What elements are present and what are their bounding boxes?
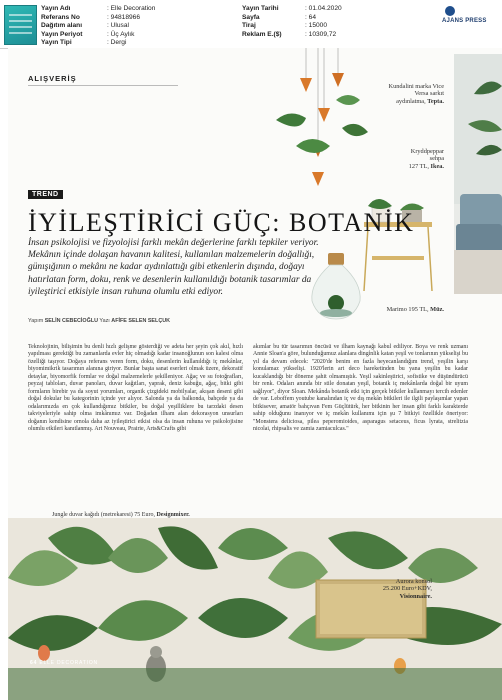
jungle-wallpaper-photo bbox=[8, 518, 502, 700]
stand-brand: Ikea. bbox=[430, 162, 444, 170]
meta-label: Tiraj bbox=[242, 22, 256, 29]
section-label: ALIŞVERİŞ bbox=[28, 74, 77, 83]
meta-value: : 15000 bbox=[305, 22, 327, 29]
meta-value: : Dergi bbox=[107, 39, 127, 46]
meta-value: : Üç Aylık bbox=[107, 30, 135, 38]
magazine-page bbox=[8, 48, 502, 700]
section-divider bbox=[28, 85, 178, 86]
meta-label: Yayın Tarihi bbox=[242, 5, 279, 12]
meta-label: Reklam E.($) bbox=[242, 30, 282, 38]
console-caption: 25.200 Euro+KDV, bbox=[382, 585, 432, 593]
jungle-caption-text: Jungle duvar kağıdı (metrekaresi) 75 Euro, bbox=[52, 512, 157, 518]
console-caption: Aurora konsol bbox=[395, 578, 432, 585]
ajans-press-name: AJANS PRESS bbox=[442, 18, 487, 24]
terrarium-caption: Marimo 195 TL, bbox=[386, 306, 431, 313]
meta-label: Sayfa bbox=[242, 13, 260, 21]
stand-caption: Kryddpeppar bbox=[410, 148, 444, 155]
terrarium-brand: Müz. bbox=[430, 306, 444, 313]
magazine-name: ELLE DECORATION bbox=[37, 660, 98, 666]
meta-value: : 64 bbox=[305, 13, 316, 21]
pendant-brand: Tepta. bbox=[427, 97, 444, 105]
stand-caption: sehpa bbox=[429, 155, 444, 163]
article-title: İYİLEŞTİRİCİ GÜÇ: BOTANİK bbox=[28, 208, 415, 237]
room-photo bbox=[454, 54, 502, 294]
meta-value: : Elle Decoration bbox=[107, 5, 156, 12]
meta-label: Yayın Periyot bbox=[41, 30, 83, 38]
clipping-header bbox=[0, 0, 502, 49]
pendant-caption: Kundalini marka Vice bbox=[388, 83, 444, 90]
pendant-caption: aydınlatma, bbox=[396, 97, 428, 105]
article-lead: İnsan psikolojisi ve fizyolojisi farklı mekân değerlerine farklı tepkiler veriyor. Mekânın içinde dolaşan havanın kalitesi, kullanılan malzemelerin doğallığı, günışığının o mekânı ne kadar aydınlattığı gibi etkenlerin dışında, doğayı hatırlatan form, doku, renk ve desenlerin kullanıldığı botanik tasarımlar da iyileştirici etkisiyle insan ruhuna olumlu etki ediyor. bbox=[28, 238, 319, 297]
page-folio bbox=[30, 660, 98, 666]
byline-author: AFİFE SELEN SELÇUK bbox=[111, 318, 170, 324]
meta-label: Dağıtım alanı bbox=[41, 22, 83, 29]
stand-caption: 127 TL, bbox=[408, 162, 431, 170]
jungle-brand: Designmixer. bbox=[156, 512, 190, 518]
trend-tag: TREND bbox=[28, 190, 63, 199]
meta-value: : 94818966 bbox=[107, 13, 141, 21]
byline bbox=[28, 318, 170, 324]
pendant-lamps-photo bbox=[266, 48, 386, 198]
meta-value: : 10309,72 bbox=[305, 30, 337, 38]
page-thumbnail bbox=[4, 5, 37, 45]
ajans-press-logo-icon bbox=[445, 6, 455, 16]
console-brand: Visionnaire. bbox=[399, 592, 432, 600]
meta-label: Yayın Tipi bbox=[41, 39, 72, 46]
meta-value: : 01.04.2020 bbox=[305, 5, 342, 12]
meta-label: Yayın Adı bbox=[41, 5, 71, 12]
article-column-2: akımlar bu tür tasarımın öncüsü ve ilham kaynağı kabul ediliyor. Boya ve renk uzmanı Annie Sloan'a göre, bulunduğumuz alanlara dingi̇nlik katan yeşil ve tonlarının yükselişi bu yıl da devam edecek: "2020'de benim en fazla heyecanlandığım trend, yeşilin karşı konulamaz yükselişi. 1920'lerin art deco hareketinden bu yana yeşilin bu kadar kucaklandığı bir döneme şahit olmamıştık. Yeşil sakinleştirici, sofistike ve düşündürücü bir renk. Odaları anında bir stile donatan yeşil, botanik iç mekânlarda doğal bir uyum sağlıyor", diyor Sloan. Mekânda botanik etki için gerçek bitkiler kullanmayı tercih edenler de var. Leboffem youtube kanalından iç ve dış mekân bitkileri ile ilgili paylaşımlar yapan bitkisever, amatör bahçıvan Fem Güçlütürk, her bitkinin her insan gibi farklı karakterde sahip olduğunu inanıyor ve iç mekân kullanımı için şu 7 bitkiyi özellikle öneriyor: "Monstera deliciosa, pilea peperomioides, asparagus setaceus, ficus lyrata, strelitzia nicolai, rhipsalis ve zamia zamiaculcas." bbox=[253, 344, 468, 432]
byline-author: SELİN CEBECİOĞLU bbox=[44, 318, 98, 324]
meta-label: Referans No bbox=[41, 13, 80, 21]
article-column-1: Teknolojinin, bilişimin bu denli hızlı gelişme gösterdiği ve adeta her şeyin çok akıl, hızlı yapılması gerektiği bu zamanlarda evler hiç olmadığı kadar insanoğlunun son kalesi olma özelliği taşıyor. Doğaya referans veren form, doku, desenlerin kullanıldığı iç mekânlar, biyomimikrik tasarımın alanına giriyor. Bunlar başta sanat eserleri olmak üzere, dekoratif detaylar, biyomorfik formlar ve doğal malzemelerle şekilleniyor. Ağaç ve su fotoğrafları, peyzaj tabloları, duvar panoları, duvar kağıtları, yaprak, deniz kabuğu, ağaç, bitki gibi formların birebir ya da soyut yorumları, organik çizgideki mobilyalar, akışan deseni gibi doğal dokular bu kategorinin içinde yer alıyor. Salonda ya da balkonda, bahçede ya da odalarımızda en çok kullandığımız bitkiler, bu doğal yeşilliklere bu tarzdaki desen takviyeleriyle sahip olma imkânımız var. Doğadan ilham alan dekorasyon unsurları doğanın kendisine ornola daha az iyileştirici etkisi olsa da insan ruhuna ve psikolojisine olumlu etkileri kanıtlanmış. Art Nouveau, Prairie, Arts&Crafts gibi bbox=[28, 344, 243, 432]
page-number: 64 bbox=[30, 660, 38, 666]
meta-value: : Ulusal bbox=[107, 22, 129, 29]
pendant-caption: Versa sarkıt bbox=[414, 90, 444, 98]
byline-prefix: Yapım bbox=[28, 318, 45, 324]
byline-prefix: Yazı bbox=[98, 318, 112, 324]
